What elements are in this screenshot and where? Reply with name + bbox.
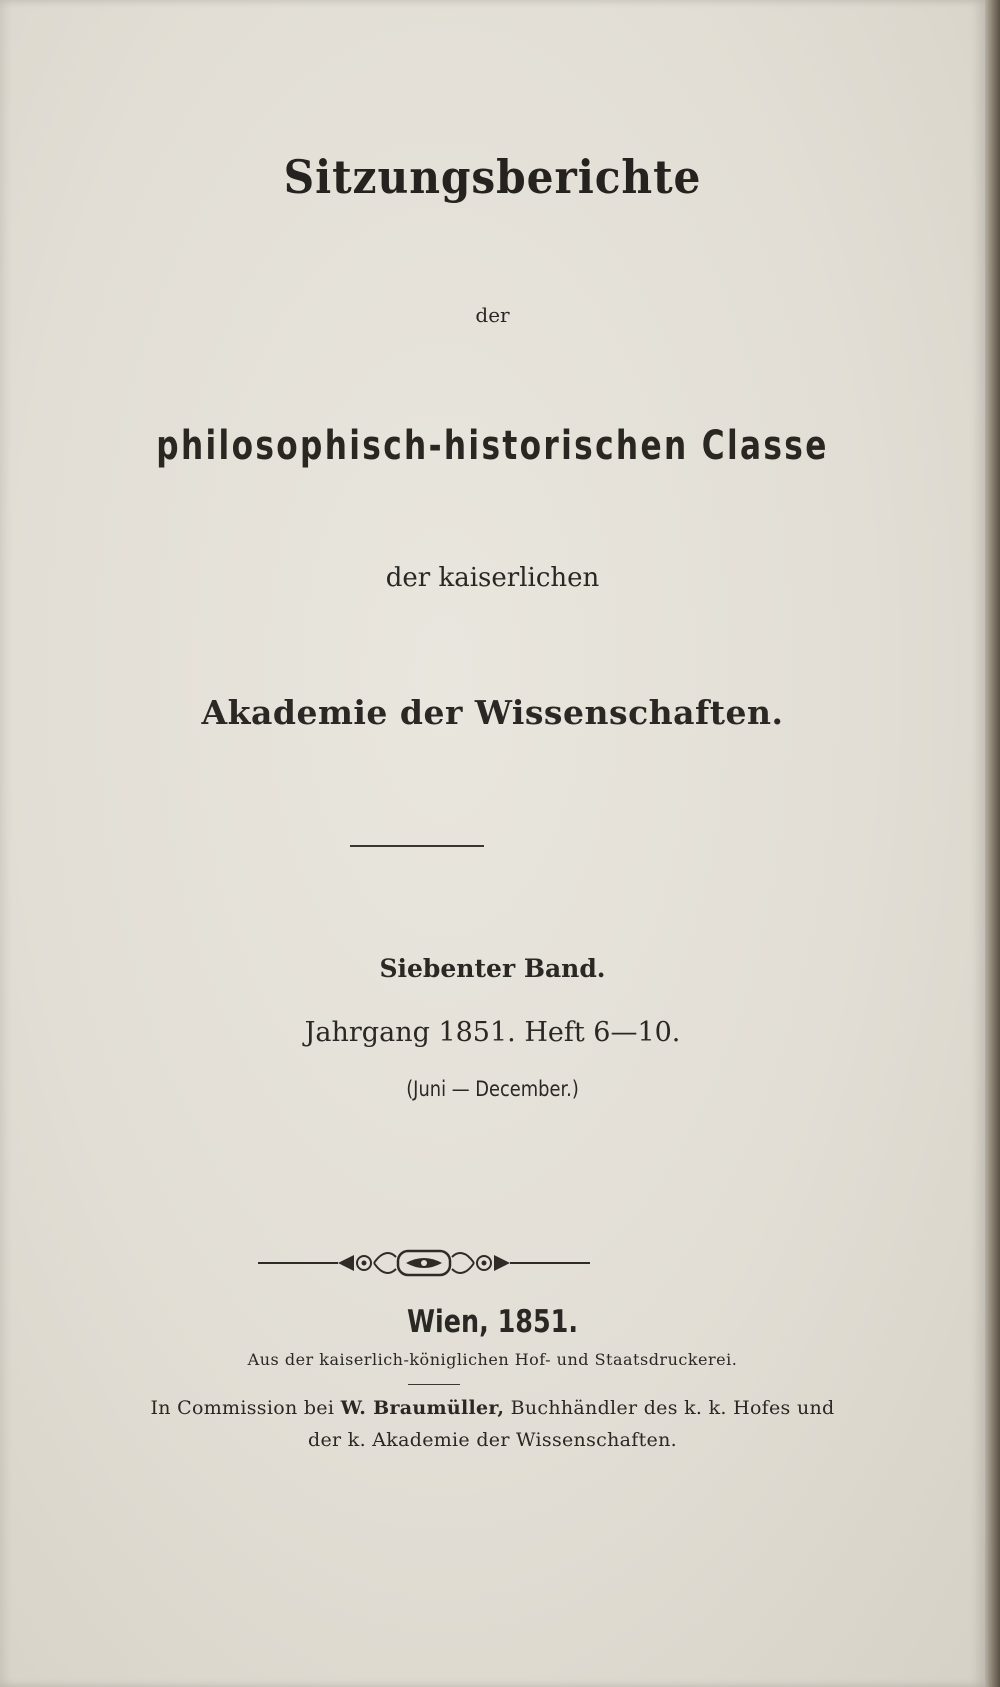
volume-label: Siebenter Band. bbox=[379, 954, 606, 983]
commission-line bbox=[0, 1397, 985, 1419]
months-label: (Juni — December.) bbox=[406, 1077, 579, 1101]
commission-suffix: Buchhändler des k. k. Hofes und bbox=[510, 1397, 835, 1419]
short-divider bbox=[350, 845, 484, 847]
commission-prefix: In Commission bei bbox=[150, 1397, 335, 1419]
printer-imprint: Aus der kaiserlich-königlichen Hof- und Staatsdruckerei. bbox=[247, 1350, 738, 1369]
book-spine-edge bbox=[985, 0, 1000, 1687]
place-date: Wien, 1851. bbox=[406, 1304, 578, 1340]
commission-line-2: der k. Akademie der Wissenschaften. bbox=[308, 1429, 677, 1451]
page-title: Sitzungsberichte bbox=[283, 150, 702, 204]
imprint-divider bbox=[408, 1384, 460, 1385]
academy-name: Akademie der Wissenschaften. bbox=[201, 693, 784, 732]
title-connector-der: der bbox=[475, 303, 510, 327]
ornament-divider-icon bbox=[258, 1245, 590, 1281]
title-connector-der-kaiserlichen: der kaiserlichen bbox=[385, 563, 600, 593]
publisher-name: W. Braumüller, bbox=[340, 1397, 505, 1419]
year-issue-label: Jahrgang 1851. Heft 6—10. bbox=[304, 1017, 681, 1048]
class-name: philosophisch-historischen Classe bbox=[156, 423, 829, 469]
